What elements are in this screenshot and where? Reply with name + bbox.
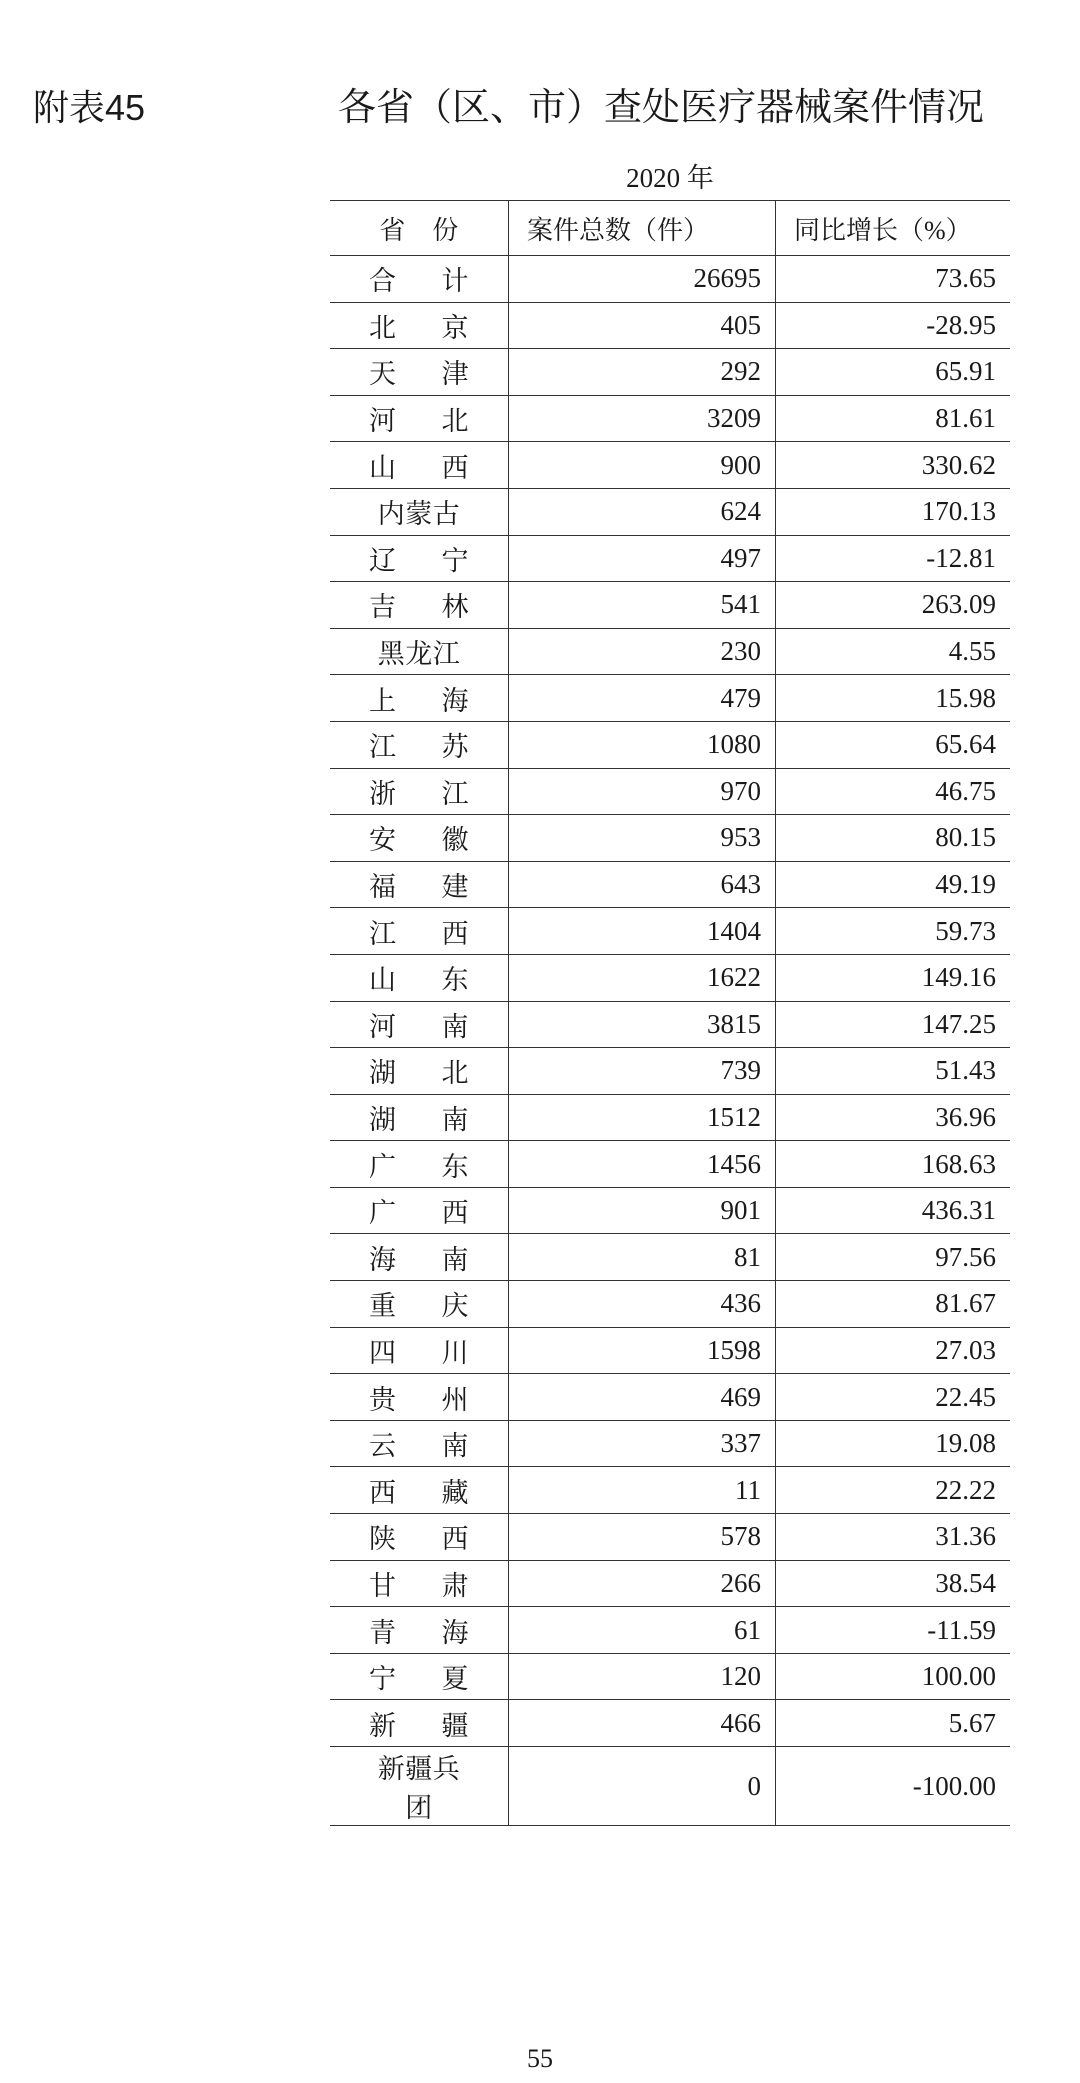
table-row [330,1001,1010,1048]
case-count-cell: 436 [509,1281,776,1328]
growth-rate-cell: 15.98 [776,675,1011,722]
growth-rate-cell: 81.61 [776,395,1011,442]
table-row [330,302,1010,349]
table-row [330,395,1010,442]
case-count-cell: 541 [509,582,776,629]
case-count-cell: 1622 [509,954,776,1001]
province-cell [330,675,509,722]
case-count-cell: 230 [509,628,776,675]
table-row [330,488,1010,535]
case-count-cell: 497 [509,535,776,582]
province-cell [330,1141,509,1188]
province-cell [330,1700,509,1747]
province-name: 新疆兵团 [377,1754,461,1823]
province-name: 浙江 [369,778,469,809]
table-row [330,582,1010,629]
case-count-cell: 466 [509,1700,776,1747]
province-cell [330,815,509,862]
case-count-cell: 900 [509,442,776,489]
province-name: 宁夏 [369,1664,469,1695]
table-row [330,1234,1010,1281]
province-cell [330,1001,509,1048]
growth-rate-cell: 330.62 [776,442,1011,489]
growth-rate-cell: 51.43 [776,1048,1011,1095]
province-cell [330,395,509,442]
province-name: 山西 [369,452,469,483]
province-name: 贵州 [369,1384,469,1415]
growth-rate-cell: 49.19 [776,861,1011,908]
growth-rate-cell: 263.09 [776,582,1011,629]
province-cell [330,1094,509,1141]
province-name: 天津 [369,359,469,390]
case-count-cell: 266 [509,1560,776,1607]
case-count-cell: 1456 [509,1141,776,1188]
province-name: 福建 [369,872,469,903]
province-cell [330,1048,509,1095]
growth-rate-cell: 22.22 [776,1467,1011,1514]
case-count-cell: 953 [509,815,776,862]
province-cell [330,1560,509,1607]
table-row [330,1141,1010,1188]
province-cell [330,1187,509,1234]
growth-rate-cell: 36.96 [776,1094,1011,1141]
case-count-cell: 970 [509,768,776,815]
table-row [330,721,1010,768]
growth-rate-cell: 65.64 [776,721,1011,768]
province-cell [330,954,509,1001]
year-caption: 2020 年 [626,163,714,193]
case-count-cell: 0 [509,1747,776,1826]
case-count-cell: 739 [509,1048,776,1095]
province-name: 重庆 [369,1291,469,1322]
table-row [330,815,1010,862]
case-count-cell: 1598 [509,1327,776,1374]
case-count-cell: 1080 [509,721,776,768]
growth-rate-cell: 170.13 [776,488,1011,535]
table-row [330,954,1010,1001]
province-name: 黑龙江 [377,639,461,670]
growth-rate-cell: 59.73 [776,908,1011,955]
province-name: 辽宁 [369,545,469,576]
case-count-cell: 120 [509,1653,776,1700]
table-row [330,1607,1010,1654]
province-name: 四川 [369,1337,469,1368]
province-name: 海南 [369,1244,469,1275]
province-cell [330,349,509,396]
province-name: 陕西 [369,1524,469,1555]
growth-rate-cell: 19.08 [776,1420,1011,1467]
province-cell [330,861,509,908]
table-row [330,1327,1010,1374]
case-count-cell: 1512 [509,1094,776,1141]
province-cell [330,1467,509,1514]
column-header-cases: 案件总数（件） [509,201,776,256]
table-row [330,1653,1010,1700]
province-name: 湖南 [369,1104,469,1135]
province-cell [330,768,509,815]
growth-rate-cell: 73.65 [776,256,1011,303]
page-number: 55 [527,2044,553,2073]
column-header-growth: 同比增长（%） [776,201,1011,256]
province-cell [330,1514,509,1561]
table-row [330,861,1010,908]
case-count-cell: 643 [509,861,776,908]
province-name: 安徽 [369,825,469,856]
growth-rate-cell: 4.55 [776,628,1011,675]
province-name: 山东 [369,965,469,996]
province-cell [330,535,509,582]
table-row [330,1094,1010,1141]
province-cell [330,302,509,349]
growth-rate-cell: 147.25 [776,1001,1011,1048]
case-count-cell: 469 [509,1374,776,1421]
province-name: 河北 [369,406,469,437]
growth-rate-cell: 80.15 [776,815,1011,862]
province-name: 湖北 [369,1058,469,1089]
table-row [330,442,1010,489]
growth-rate-cell: 436.31 [776,1187,1011,1234]
province-cell [330,721,509,768]
growth-rate-cell: 81.67 [776,1281,1011,1328]
province-cell [330,1374,509,1421]
appendix-label: 附表45 [33,87,146,128]
table-row [330,1560,1010,1607]
province-name: 河南 [369,1011,469,1042]
table-header-row [330,201,1010,256]
case-count-cell: 292 [509,349,776,396]
table-row [330,1467,1010,1514]
table-row [330,1281,1010,1328]
growth-rate-cell: 46.75 [776,768,1011,815]
province-cell [330,1607,509,1654]
province-name: 西藏 [369,1477,469,1508]
case-count-cell: 1404 [509,908,776,955]
table-row [330,1420,1010,1467]
province-name: 合计 [369,266,469,297]
province-name: 北京 [369,312,469,343]
page-title: 各省（区、市）查处医疗器械案件情况 [338,87,985,129]
province-cell [330,628,509,675]
table-body [330,256,1010,1826]
table-row [330,1374,1010,1421]
growth-rate-cell: -12.81 [776,535,1011,582]
table-row [330,1514,1010,1561]
growth-rate-cell: -28.95 [776,302,1011,349]
growth-rate-cell: 65.91 [776,349,1011,396]
table-row [330,349,1010,396]
case-count-cell: 578 [509,1514,776,1561]
table-row [330,675,1010,722]
case-count-cell: 81 [509,1234,776,1281]
province-cell [330,582,509,629]
table-row [330,256,1010,303]
province-name: 甘肃 [369,1570,469,1601]
growth-rate-cell: 149.16 [776,954,1011,1001]
province-name: 广西 [369,1198,469,1229]
case-count-cell: 901 [509,1187,776,1234]
province-name: 广东 [369,1151,469,1182]
table-row [330,908,1010,955]
province-cell [330,256,509,303]
province-name: 内蒙古 [377,499,461,530]
case-count-cell: 624 [509,488,776,535]
province-cell [330,488,509,535]
province-cell [330,1420,509,1467]
growth-rate-cell: 38.54 [776,1560,1011,1607]
province-cell [330,1653,509,1700]
table-row [330,1048,1010,1095]
province-name: 吉林 [369,592,469,623]
table-row [330,768,1010,815]
table-row [330,1700,1010,1747]
province-name: 新疆 [369,1710,469,1741]
table-row [330,1747,1010,1826]
province-cell [330,442,509,489]
province-cell [330,1234,509,1281]
case-count-cell: 337 [509,1420,776,1467]
case-count-cell: 405 [509,302,776,349]
table-row [330,628,1010,675]
case-count-cell: 61 [509,1607,776,1654]
province-name: 江苏 [369,732,469,763]
growth-rate-cell: -11.59 [776,1607,1011,1654]
growth-rate-cell: -100.00 [776,1747,1011,1826]
growth-rate-cell: 27.03 [776,1327,1011,1374]
case-count-cell: 479 [509,675,776,722]
growth-rate-cell: 31.36 [776,1514,1011,1561]
case-count-cell: 11 [509,1467,776,1514]
case-count-cell: 3209 [509,395,776,442]
growth-rate-cell: 5.67 [776,1700,1011,1747]
growth-rate-cell: 22.45 [776,1374,1011,1421]
column-header-province: 省 份 [330,201,509,256]
case-count-cell: 3815 [509,1001,776,1048]
province-name: 青海 [369,1617,469,1648]
growth-rate-cell: 168.63 [776,1141,1011,1188]
province-name: 江西 [369,918,469,949]
case-count-cell: 26695 [509,256,776,303]
table-row [330,1187,1010,1234]
province-name: 上海 [369,685,469,716]
province-cell [330,1327,509,1374]
province-cell [330,1747,509,1826]
cases-table [330,200,1010,1826]
growth-rate-cell: 100.00 [776,1653,1011,1700]
province-cell [330,1281,509,1328]
province-name: 云南 [369,1431,469,1462]
table-row [330,535,1010,582]
province-cell [330,908,509,955]
growth-rate-cell: 97.56 [776,1234,1011,1281]
